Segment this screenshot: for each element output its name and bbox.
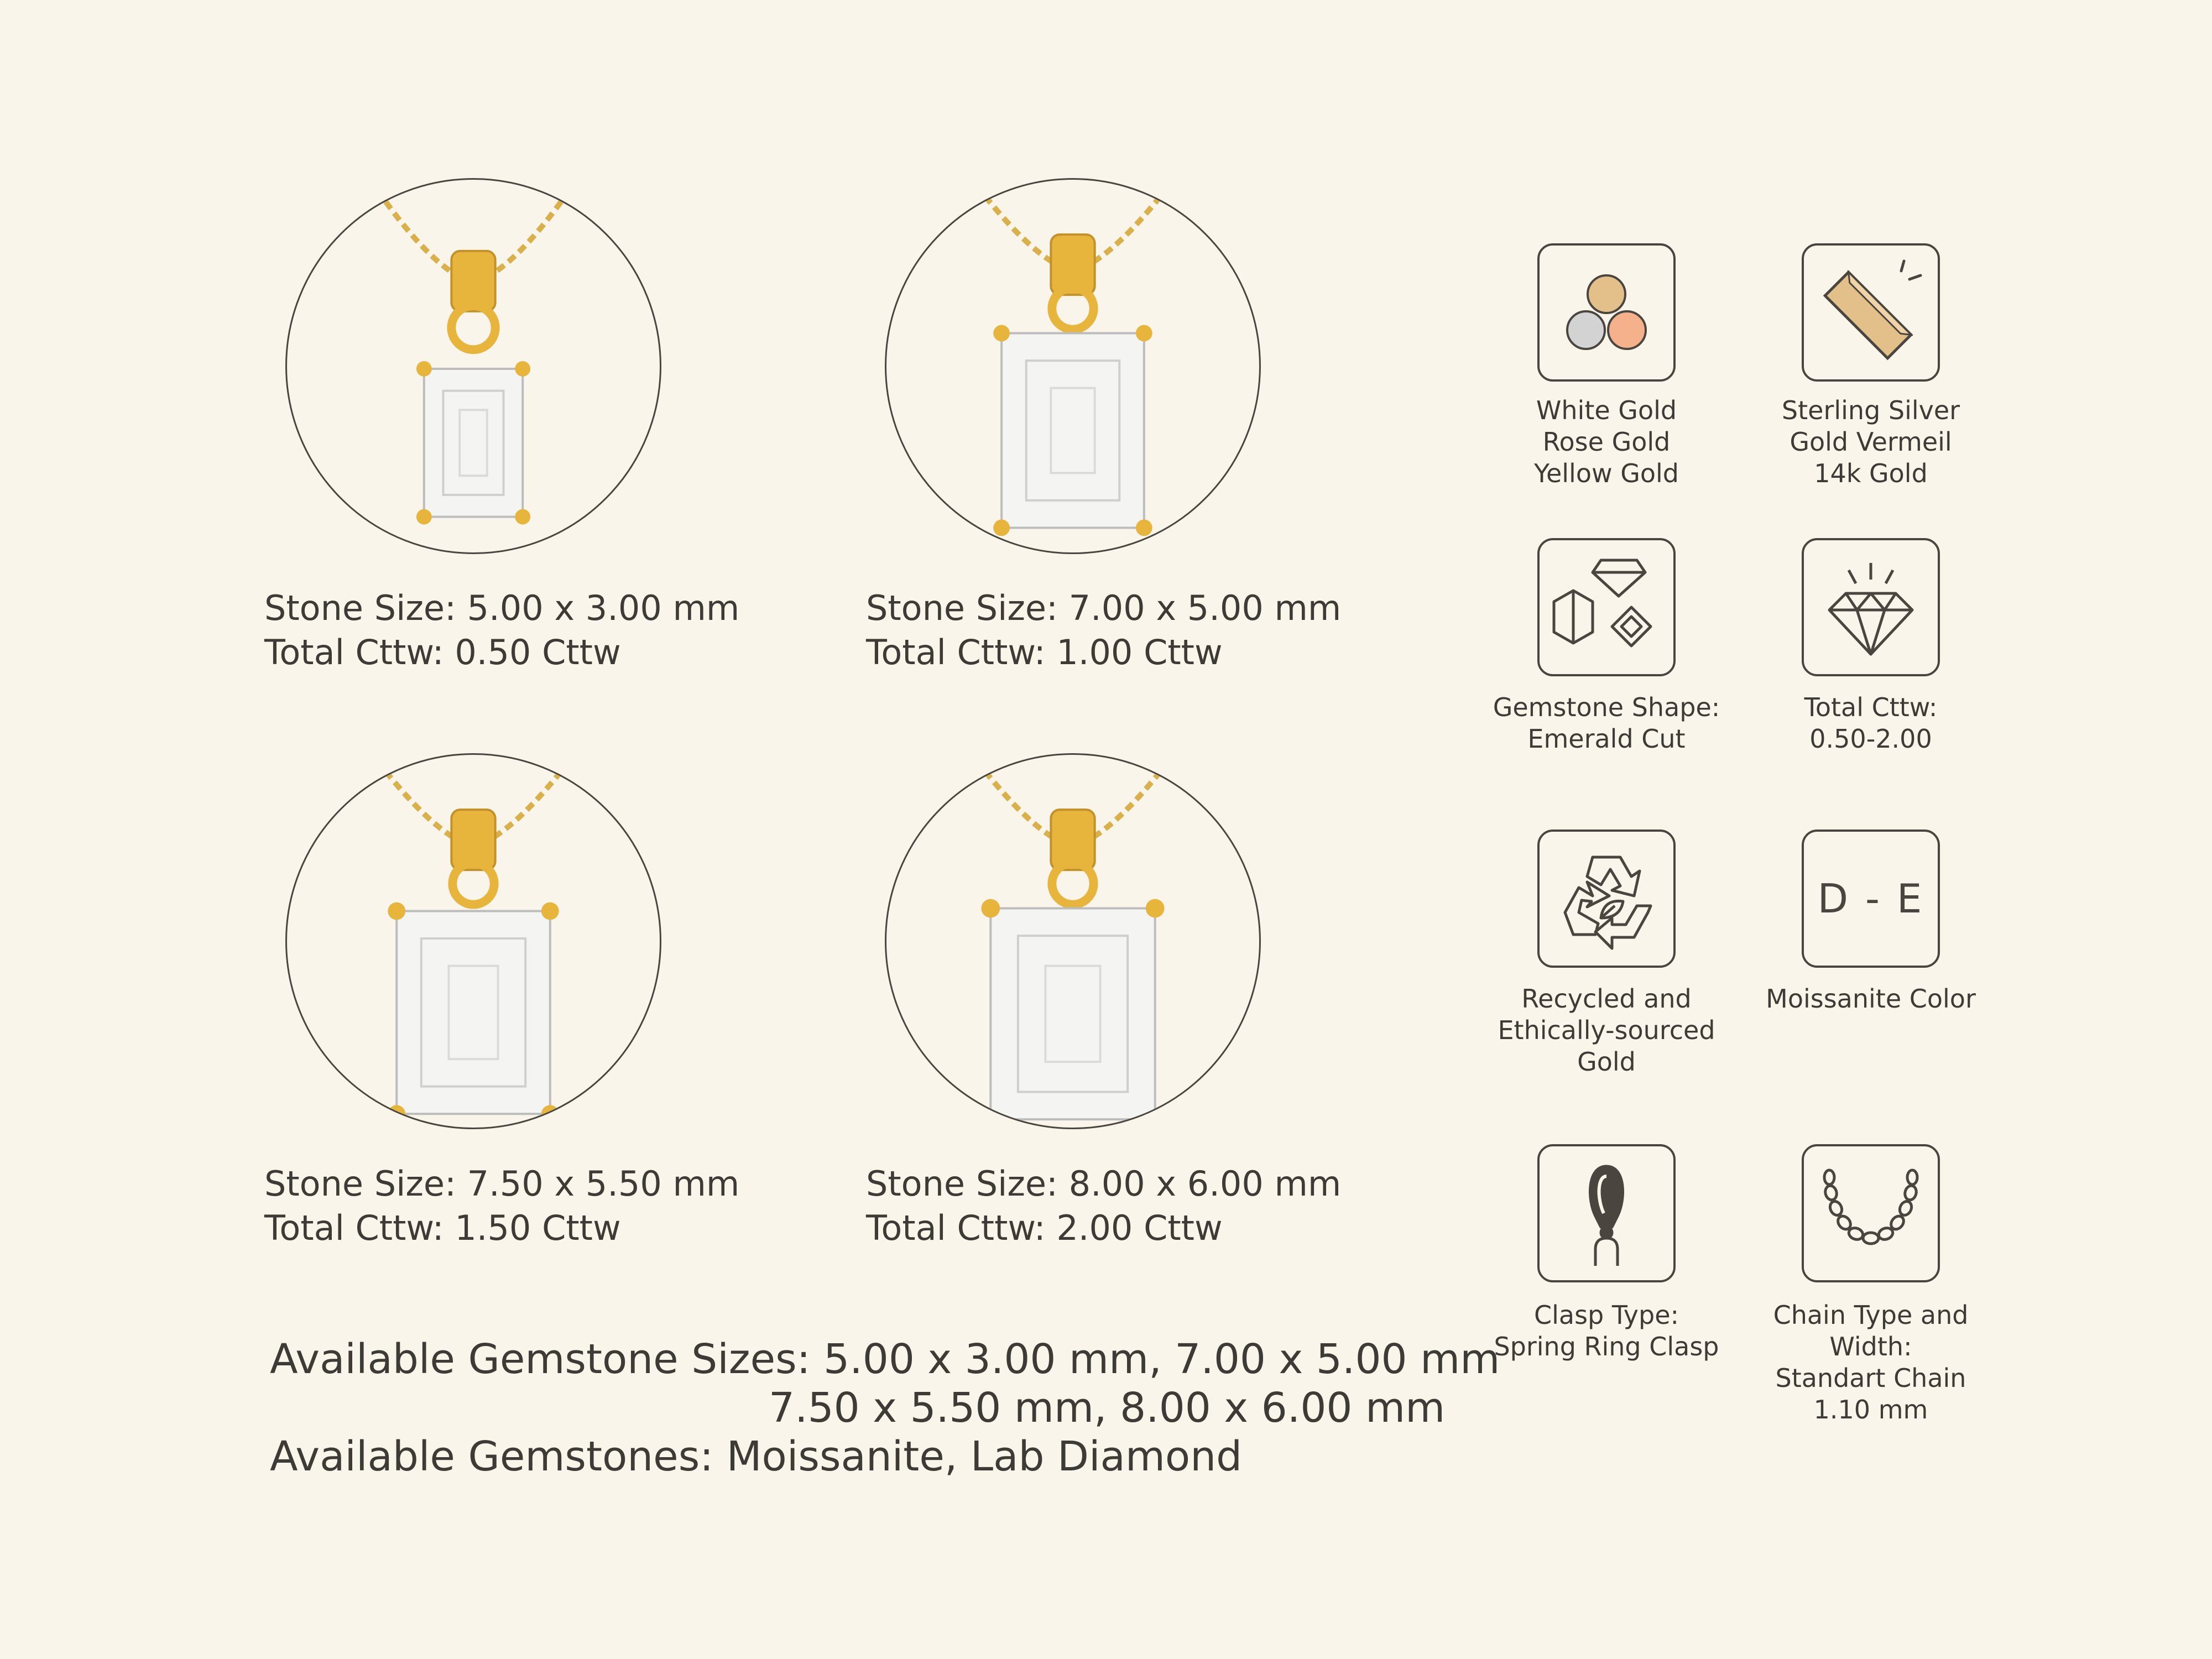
diamond-sparkle-icon xyxy=(1802,538,1940,676)
clasp-icon xyxy=(1537,1144,1676,1282)
pendant-image-4 xyxy=(885,753,1261,1129)
recycle-icon xyxy=(1537,830,1676,968)
pendant-image-2 xyxy=(885,178,1261,554)
pendant-image-1 xyxy=(285,178,661,554)
total-cttw-text: Total Cttw: 0.50 Cttw xyxy=(264,632,621,672)
metal-colors-icon xyxy=(1537,243,1676,382)
recycled-gold-caption: Recycled and Ethically-sourced Gold xyxy=(1498,984,1715,1077)
color-grade-label: D - E xyxy=(1817,875,1924,922)
moissanite-color-caption: Moissanite Color xyxy=(1766,984,1976,1014)
metal-types-caption: Sterling Silver Gold Vermeil 14k Gold xyxy=(1781,395,1960,488)
stone-size-text: Stone Size: 7.50 x 5.50 mm xyxy=(264,1164,740,1204)
gemstone-shapes-icon xyxy=(1537,538,1676,676)
available-sizes-line-1: Available Gemstone Sizes: 5.00 x 3.00 mm, 7.00 x 5.00 mm xyxy=(270,1335,1500,1383)
total-cttw-text: Total Cttw: 1.50 Cttw xyxy=(264,1208,621,1248)
total-cttw-text: Total Cttw: 2.00 Cttw xyxy=(866,1208,1223,1248)
pendant-caption-4 xyxy=(866,1162,1341,1250)
clasp-type-caption: Clasp Type: Spring Ring Clasp xyxy=(1494,1300,1719,1361)
pendant-caption-1 xyxy=(264,586,739,675)
stone-size-text: Stone Size: 5.00 x 3.00 mm xyxy=(264,588,740,628)
pendant-image-3 xyxy=(285,753,661,1129)
pendant-emerald-cut-icon xyxy=(886,180,1259,552)
stone-size-text: Stone Size: 8.00 x 6.00 mm xyxy=(866,1164,1342,1204)
gemstone-shape-caption: Gemstone Shape: Emerald Cut xyxy=(1493,692,1720,754)
pendant-caption-3 xyxy=(264,1162,739,1250)
pendant-emerald-cut-icon xyxy=(886,755,1259,1128)
stone-size-text: Stone Size: 7.00 x 5.00 mm xyxy=(866,588,1342,628)
total-cttw-text: Total Cttw: 1.00 Cttw xyxy=(866,632,1223,672)
pendant-emerald-cut-icon xyxy=(287,755,660,1128)
available-sizes-line-2: 7.50 x 5.50 mm, 8.00 x 6.00 mm xyxy=(769,1384,1446,1432)
pendant-emerald-cut-icon xyxy=(287,180,660,552)
color-grade-icon xyxy=(1802,830,1940,968)
available-gemstones: Available Gemstones: Moissanite, Lab Diamond xyxy=(270,1433,1243,1480)
pendant-caption-2 xyxy=(866,586,1341,675)
metal-bar-icon xyxy=(1802,243,1940,382)
chain-icon xyxy=(1802,1144,1940,1282)
chain-type-caption: Chain Type and Width: Standart Chain 1.10 mm xyxy=(1773,1300,1969,1425)
metal-colors-caption: White Gold Rose Gold Yellow Gold xyxy=(1533,395,1679,488)
total-cttw-caption: Total Cttw: 0.50-2.00 xyxy=(1804,692,1938,754)
